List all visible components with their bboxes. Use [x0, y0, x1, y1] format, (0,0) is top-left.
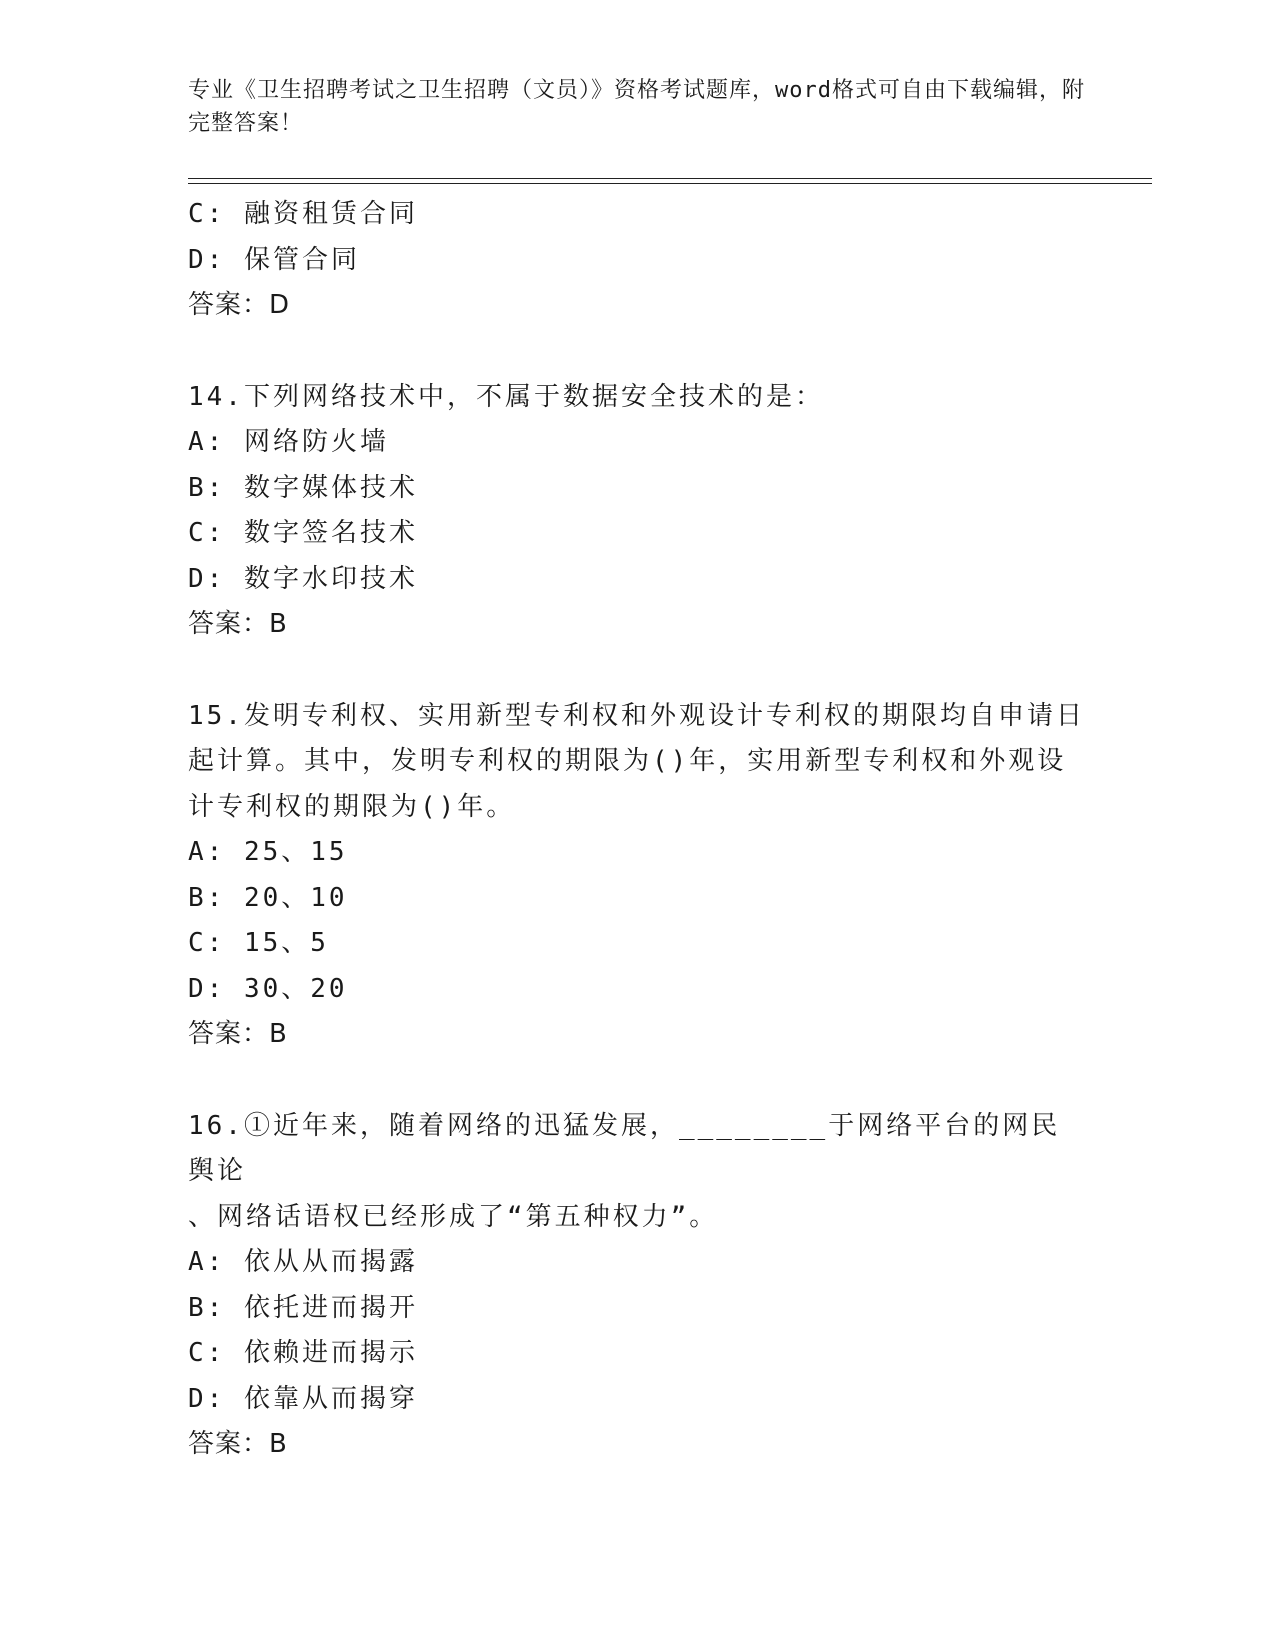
spacer — [188, 329, 1088, 375]
option-d — [188, 1377, 1088, 1423]
answer-line: 答案：B — [188, 609, 288, 639]
option-text: 融资租赁合同 — [243, 199, 418, 229]
option-a — [188, 1240, 1088, 1286]
option-label: D: — [188, 244, 226, 275]
question-text: 下列网络技术中，不属于数据安全技术的是： — [243, 381, 824, 412]
option-text: 网络防火墙 — [243, 427, 389, 457]
option-text: 依托进而揭开 — [243, 1292, 418, 1323]
option-text: 30、20 — [243, 973, 348, 1004]
option-label: C: — [188, 928, 226, 958]
question-text: 发明专利权、实用新型专利权和外观设计专利权的期限均自申请日 起计算。其中，发明专利权的期限为()年，实用新型专利权和外观设 计专利权的期限为()年。 — [188, 700, 1085, 822]
option-label: A: — [188, 1247, 226, 1277]
option-label: D: — [188, 563, 226, 594]
question-number: 14. — [188, 381, 244, 412]
option-label: C: — [188, 199, 226, 229]
option-label: A: — [188, 837, 226, 867]
question-text: ①近年来，随着网络的迅猛发展，________于网络平台的网民舆论 、网络话语权已经形成了“第五种权力”。 — [188, 1110, 1061, 1232]
question-stem — [188, 694, 1088, 831]
answer-line: 答案：D — [188, 290, 291, 320]
option-d — [188, 238, 1088, 284]
option-text: 依赖进而揭示 — [243, 1338, 418, 1368]
option-label: A: — [188, 427, 226, 457]
question-15 — [188, 694, 1088, 1058]
option-label: B: — [188, 1292, 226, 1323]
answer-line: 答案：B — [188, 1019, 288, 1049]
option-c — [188, 1331, 1088, 1377]
option-text: 25、15 — [243, 837, 348, 867]
answer-line: 答案：B — [188, 1429, 288, 1459]
option-text: 依靠从而揭穿 — [243, 1383, 418, 1414]
question-stem — [188, 1104, 1088, 1241]
option-a — [188, 420, 1088, 466]
option-text: 15、5 — [243, 928, 329, 958]
option-label: B: — [188, 882, 226, 913]
option-a — [188, 830, 1088, 876]
option-b — [188, 466, 1088, 512]
header-divider-top — [188, 178, 1152, 179]
option-text: 依从从而揭露 — [243, 1247, 418, 1277]
question-stem — [188, 375, 1088, 421]
option-label: C: — [188, 518, 226, 548]
document-body — [188, 192, 1088, 1468]
spacer — [188, 648, 1088, 694]
option-text: 数字媒体技术 — [243, 472, 418, 503]
question-14 — [188, 375, 1088, 648]
option-d — [188, 967, 1088, 1013]
option-label: B: — [188, 472, 226, 503]
question-13-fragment — [188, 192, 1088, 329]
option-c — [188, 921, 1088, 967]
option-text: 数字水印技术 — [243, 563, 418, 594]
option-text: 保管合同 — [243, 244, 360, 275]
option-d — [188, 557, 1088, 603]
question-number: 16. — [188, 1110, 244, 1141]
option-b — [188, 1286, 1088, 1332]
option-text: 20、10 — [243, 882, 348, 913]
page-header — [188, 74, 1088, 140]
option-label: C: — [188, 1338, 226, 1368]
question-number: 15. — [188, 700, 244, 731]
option-text: 数字签名技术 — [243, 518, 418, 548]
option-label: D: — [188, 973, 226, 1004]
option-c — [188, 511, 1088, 557]
question-16 — [188, 1104, 1088, 1468]
option-label: D: — [188, 1383, 226, 1414]
option-b — [188, 876, 1088, 922]
header-text: 专业《卫生招聘考试之卫生招聘（文员）》资格考试题库，word格式可自由下载编辑，附完整答案！ — [188, 78, 1085, 136]
header-divider-bottom — [188, 183, 1152, 184]
option-c — [188, 192, 1088, 238]
spacer — [188, 1058, 1088, 1104]
